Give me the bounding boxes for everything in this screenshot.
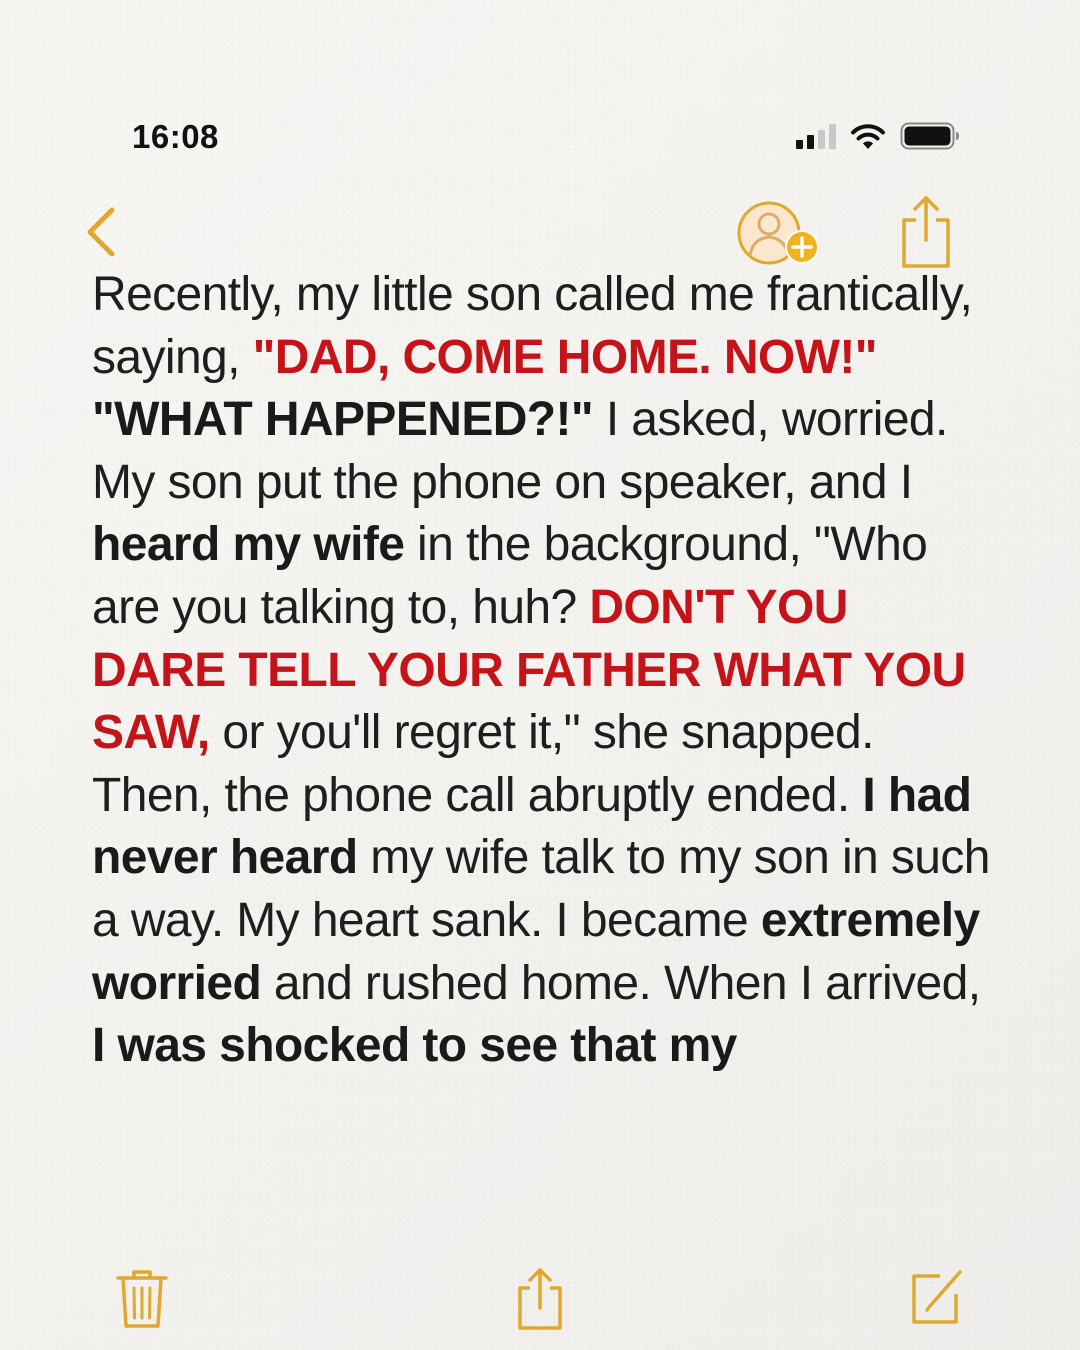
- note-text-run: I asked, worried. My son put the phone on speaker, and I: [92, 393, 948, 509]
- status-time: 16:08: [132, 118, 219, 155]
- note-paragraph-1: [92, 264, 992, 389]
- note-text: [92, 264, 992, 1078]
- note-bold-text: heard my wife: [92, 518, 405, 572]
- share-icon[interactable]: [894, 192, 958, 270]
- note-text-run: Recently, my little son called me frantically, saying,: [92, 268, 973, 384]
- note-text-run: and rushed home. When I arrived,: [261, 956, 981, 1010]
- share-icon[interactable]: [508, 1264, 572, 1332]
- note-bold-text: extremely worried: [92, 893, 980, 1010]
- compose-icon[interactable]: [906, 1266, 966, 1326]
- note-text-run: my wife talk to my son in such a way. My heart sank. I became: [92, 831, 990, 947]
- wifi-icon: [850, 123, 886, 150]
- status-icons: [796, 122, 960, 150]
- note-content[interactable]: [92, 264, 992, 1242]
- cellular-signal-icon: [796, 123, 836, 149]
- note-paragraph-3: [92, 765, 992, 1078]
- note-text-run: or you'll regret it," she snapped.: [209, 706, 874, 760]
- chevron-left-icon[interactable]: [80, 200, 130, 264]
- note-text-run: in the background, "Who are you talking to, huh?: [92, 518, 928, 634]
- add-person-icon[interactable]: [732, 196, 828, 272]
- note-paragraph-2: [92, 389, 992, 765]
- note-bold-text: "WHAT HAPPENED?!": [92, 393, 594, 447]
- note-bold-text: I was shocked to see that my: [92, 1019, 737, 1073]
- note-bold-text: I had never heard: [92, 768, 972, 885]
- trash-icon[interactable]: [112, 1266, 172, 1330]
- note-alert-text: DON'T YOU DARE TELL YOUR FATHER WHAT YOU SAW,: [92, 580, 966, 760]
- note-alert-text: "DAD, COME HOME. NOW!": [252, 330, 877, 384]
- note-text-run: Then, the phone call abruptly ended.: [92, 768, 863, 822]
- battery-icon: [900, 122, 960, 150]
